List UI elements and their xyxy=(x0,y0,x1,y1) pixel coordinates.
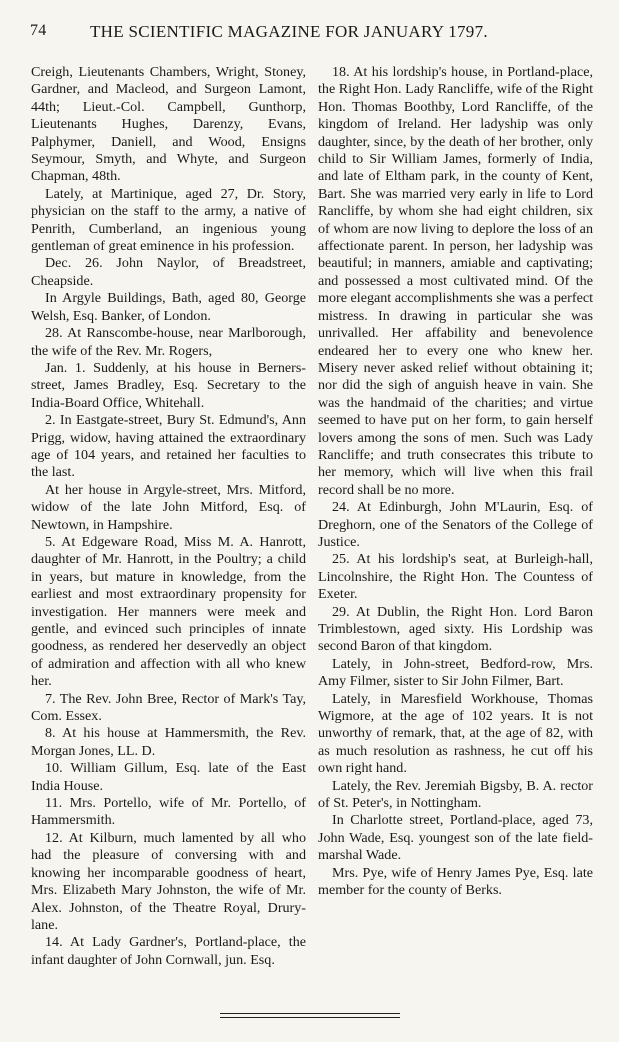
right-column xyxy=(318,64,593,900)
obituary-entry: 28. At Ranscombe-house, near Marlborough, the wife of the Rev. Mr. Rogers, xyxy=(31,325,306,359)
left-column xyxy=(31,64,306,969)
obituary-entry: Dec. 26. John Naylor, of Breadstreet, Cheapside. xyxy=(31,255,306,289)
obituary-entry: 2. In Eastgate-street, Bury St. Edmund's, Ann Prigg, widow, having attained the extraordinary age of 104 years, and retained her faculties to the last. xyxy=(31,412,306,481)
page-number: 74 xyxy=(30,22,47,39)
obituary-entry: 29. At Dublin, the Right Hon. Lord Baron Trimblestown, aged sixty. His Lordship was second Baron of that kingdom. xyxy=(318,603,593,655)
section-divider xyxy=(220,1013,400,1014)
obituary-entry: Mrs. Pye, wife of Henry James Pye, Esq. late member for the county of Berks. xyxy=(318,864,593,899)
obituary-entry: At her house in Argyle-street, Mrs. Mitford, widow of the late John Mitford, Esq. of Newtown, in Hampshire. xyxy=(31,481,306,533)
obituary-entry: 5. At Edgeware Road, Miss M. A. Hanrott, daughter of Mr. Hanrott, in the Poultry; a child in years, but mature in knowledge, from the earliest and most extraordinary propensity for investigation. Her manners were meek and gentle, and evinced such principles of innate goodness, as rendered her deservedly an object of admiration and affection with all who knew her. xyxy=(31,533,306,690)
page-header xyxy=(22,22,597,46)
obituary-entry: 8. At his house at Hammersmith, the Rev. Morgan Jones, LL. D. xyxy=(31,725,306,759)
obituary-entry: 14. At Lady Gardner's, Portland-place, the infant daughter of John Cornwall, jun. Esq. xyxy=(31,934,306,968)
obituary-entry: 24. At Edinburgh, John M'Laurin, Esq. of Dreghorn, one of the Senators of the College of Justice. xyxy=(318,499,593,550)
obituary-entry: 25. At his lordship's seat, at Burleigh-hall, Lincolnshire, the Right Hon. The Countess of Exeter. xyxy=(318,551,593,603)
obituary-entry: Lately, at Martinique, aged 27, Dr. Story, physician on the staff to the army, a native of Penrith, Cumberland, an ingenious young gentleman of great eminence in his profession. xyxy=(31,185,306,255)
obituary-entry: Jan. 1. Suddenly, at his house in Berners-street, James Bradley, Esq. Secretary to the India-Board Office, Whitehall. xyxy=(31,359,306,411)
running-title: THE SCIENTIFIC MAGAZINE FOR JANUARY 1797. xyxy=(90,22,488,41)
obituary-entry: 11. Mrs. Portello, wife of Mr. Portello, of Hammersmith. xyxy=(31,795,306,829)
obituary-entry: 10. William Gillum, Esq. late of the East India House. xyxy=(31,760,306,794)
obituary-entry: 7. The Rev. John Bree, Rector of Mark's Tay, Com. Essex. xyxy=(31,690,306,725)
obituary-entry: Creigh, Lieutenants Chambers, Wright, Stoney, Gardner, and Macleod, and Surgeon Lamont, 44th; Lieut.-Col. Campbell, Gunthorp, Lieutenants Hughes, Darenzy, Evans, Palphymer, Daniell, and Wood, Ensigns Seymour, Smyth, and Whyte, and Surgeon Chapman, 48th. xyxy=(31,64,306,185)
obituary-entry: In Argyle Buildings, Bath, aged 80, George Welsh, Esq. Banker, of London. xyxy=(31,290,306,324)
obituary-entry: Lately, in John-street, Bedford-row, Mrs. Amy Filmer, sister to Sir John Filmer, Bart. xyxy=(318,655,593,690)
obituary-entry: In Charlotte street, Portland-place, aged 73, John Wade, Esq. youngest son of the late field-marshal Wade. xyxy=(318,812,593,864)
section-divider xyxy=(220,1017,400,1018)
obituary-entry: 12. At Kilburn, much lamented by all who had the pleasure of conversing with and knowing her incomparable goodness of heart, Mrs. Elizabeth Mary Johnston, the wife of Mr. Alex. Johnston, of the Theatre Royal, Drury-lane. xyxy=(31,829,306,933)
obituary-entry: 18. At his lordship's house, in Portland-place, the Right Hon. Lady Rancliffe, wife of the Right Hon. Thomas Boothby, Lord Rancliffe, of the kingdom of Ireland. Her ladyship was only daughter, since, by the death of her brother, only child to Sir William James, formerly of India, and late of Eltham park, in the county of Kent, Bart. She was married very early in life to Lord Rancliffe, by whom she had eight children, six of whom are now living to deplore the loss of an affectionate parent. In person, her ladyship was beautiful; in manners, amiable and captivating; and possessed a most cultivated mind. Of the more elegant accomplishments she was a perfect mistress. In drawing in particular she was unrivalled. Her affability and benevolence endeared her to every one who knew her. Misery never asked relief without obtaining it; nor did the sigh of anguish heave in vain. She was the handmaid of the charities; and virtue seemed to have put on her form, to gain herself lovers among the sons of men. Such was Lady Rancliffe; and truth consecrates this tribute to her memory, which will live when this frail record shall be no more. xyxy=(318,64,593,498)
obituary-entry: Lately, the Rev. Jeremiah Bigsby, B. A. rector of St. Peter's, in Nottingham. xyxy=(318,777,593,812)
obituary-entry: Lately, in Maresfield Workhouse, Thomas Wigmore, at the age of 102 years. It is not unworthy of remark, that, at the age of 82, with as much resolution as rashness, he cut off his own right hand. xyxy=(318,690,593,777)
